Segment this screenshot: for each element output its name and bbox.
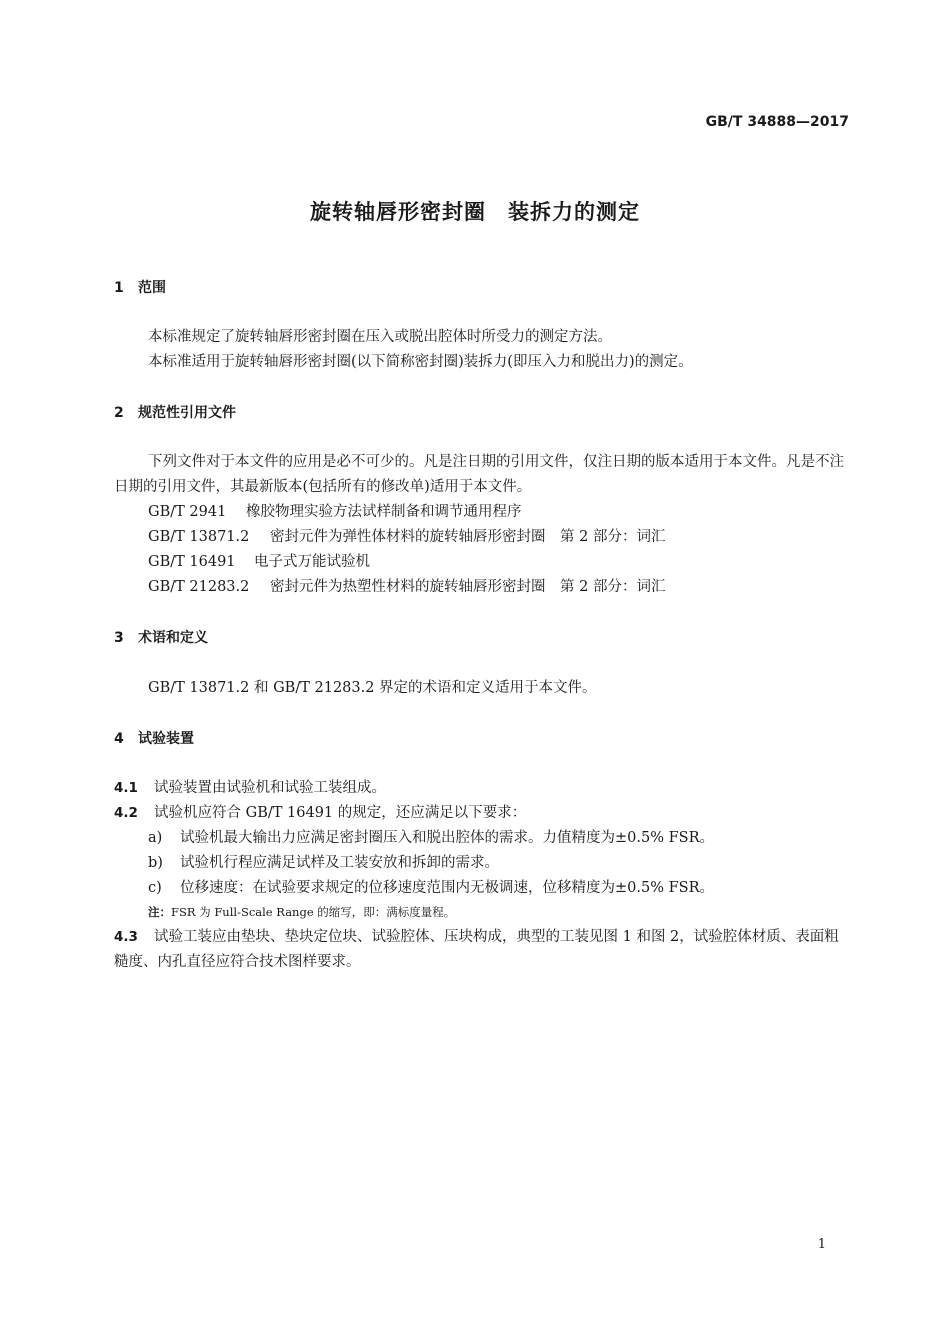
clause-text: 试验工装应由垫块、垫块定位块、试验腔体、压块构成，典型的工装见图 1 和图 2，试验腔体材质、表面粗糙度、内孔直径应符合技术图样要求。 — [114, 929, 839, 970]
reference-item — [148, 525, 665, 546]
standard-code: GB/T 34888—2017 — [705, 114, 849, 130]
item-letter: b) — [148, 855, 163, 871]
section-title: 规范性引用文件 — [138, 405, 236, 421]
reference-title: 橡胶物理实验方法试样制备和调节通用程序 — [246, 504, 522, 520]
list-item — [148, 876, 714, 897]
paragraph: 本标准规定了旋转轴唇形密封圈在压入或脱出腔体时所受力的测定方法。 — [148, 329, 612, 345]
reference-title: 电子式万能试验机 — [254, 554, 370, 570]
page-number: 1 — [817, 1237, 826, 1252]
section-number: 1 — [114, 280, 124, 296]
clause-4-2 — [114, 801, 526, 822]
paragraph: 本标准适用于旋转轴唇形密封圈(以下简称密封圈)装拆力(即压入力和脱出力)的测定。 — [148, 354, 693, 370]
paragraph: GB/T 13871.2 和 GB/T 21283.2 界定的术语和定义适用于本文件。 — [148, 680, 597, 696]
clause-4-3 — [114, 925, 851, 975]
section-title: 范围 — [138, 280, 166, 296]
clause-number: 4.1 — [114, 780, 138, 796]
reference-item — [148, 575, 665, 596]
document-title: 旋转轴唇形密封圈 装拆力的测定 — [310, 200, 640, 224]
clause-text: 试验装置由试验机和试验工装组成。 — [154, 780, 386, 796]
section-number: 3 — [114, 630, 124, 646]
note-label: 注： — [148, 905, 171, 919]
item-letter: c) — [148, 880, 162, 896]
reference-item — [148, 550, 370, 571]
reference-code: GB/T 2941 — [148, 504, 227, 520]
reference-item — [148, 500, 522, 521]
clause-number: 4.3 — [114, 929, 138, 945]
reference-code: GB/T 13871.2 — [148, 529, 250, 545]
note-text: FSR 为 Full-Scale Range 的缩写，即：满标度量程。 — [171, 905, 456, 919]
section-title: 术语和定义 — [138, 630, 208, 646]
section-title: 试验装置 — [138, 731, 194, 747]
item-text: 试验机最大输出力应满足密封圈压入和脱出腔体的需求。力值精度为±0.5% FSR。 — [180, 830, 715, 846]
note — [148, 904, 455, 920]
reference-title: 密封元件为弹性体材料的旋转轴唇形密封圈 第 2 部分：词汇 — [270, 529, 666, 545]
clause-4-1 — [114, 776, 386, 797]
section-3-heading — [114, 627, 208, 647]
list-item — [148, 826, 714, 847]
clause-text: 试验机应符合 GB/T 16491 的规定，还应满足以下要求： — [154, 805, 527, 821]
item-letter: a) — [148, 830, 163, 846]
section-2-heading — [114, 402, 236, 422]
reference-title: 密封元件为热塑性材料的旋转轴唇形密封圈 第 2 部分：词汇 — [270, 579, 666, 595]
section-number: 2 — [114, 405, 124, 421]
section-4-heading — [114, 728, 194, 748]
clause-number: 4.2 — [114, 805, 138, 821]
item-text: 试验机行程应满足试样及工装安放和拆卸的需求。 — [180, 855, 499, 871]
section-2-intro: 下列文件对于本文件的应用是必不可少的。凡是注日期的引用文件，仅注日期的版本适用于本文件。凡是不注日期的引用文件，其最新版本(包括所有的修改单)适用于本文件。 — [114, 454, 844, 495]
reference-code: GB/T 16491 — [148, 554, 236, 570]
section-number: 4 — [114, 731, 124, 747]
reference-code: GB/T 21283.2 — [148, 579, 250, 595]
list-item — [148, 851, 499, 872]
item-text: 位移速度：在试验要求规定的位移速度范围内无极调速，位移精度为±0.5% FSR。 — [180, 880, 715, 896]
section-1-heading — [114, 277, 166, 297]
